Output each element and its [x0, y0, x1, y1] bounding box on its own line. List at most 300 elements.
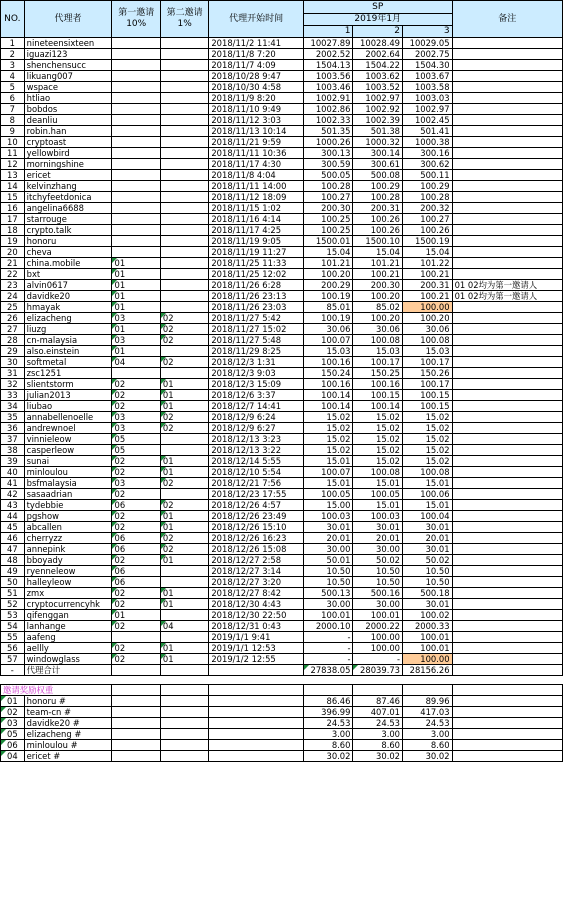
inviter2-code: [160, 49, 208, 60]
row-no: 39: [1, 456, 25, 467]
inviter2-code: 01: [160, 599, 208, 610]
row-no: 4: [1, 71, 25, 82]
cell: [452, 751, 562, 762]
row-no: 41: [1, 478, 25, 489]
start-time: 2018/12/13 3:23: [209, 434, 304, 445]
start-time: 2018/12/3 15:09: [209, 379, 304, 390]
table-row[interactable]: [1, 269, 563, 280]
inviter1-code: 01: [112, 269, 160, 280]
note: [452, 511, 562, 522]
note: [452, 544, 562, 555]
agent-name: cryptoast: [24, 137, 112, 148]
sp-day-3: 1504.30: [403, 60, 453, 71]
table-row[interactable]: [1, 148, 563, 159]
sp-day-3: 100.27: [403, 214, 453, 225]
table-row[interactable]: [1, 291, 563, 302]
note: [452, 93, 562, 104]
start-time: 2018/11/8 4:04: [209, 170, 304, 181]
spacer: [1, 676, 563, 685]
inviter1-code: [112, 38, 160, 49]
table-row[interactable]: [1, 390, 563, 401]
cell: [452, 718, 562, 729]
row-no: 43: [1, 500, 25, 511]
table-row[interactable]: [1, 159, 563, 170]
table-row[interactable]: [1, 137, 563, 148]
sp-day-3: 100.02: [403, 610, 453, 621]
table-row[interactable]: [1, 126, 563, 137]
sp-day-3: 15.03: [403, 346, 453, 357]
note: 01 02均为第一邀请人: [452, 291, 562, 302]
sp-day-2: 50.02: [353, 555, 403, 566]
table-row[interactable]: [1, 533, 563, 544]
weight-day-3: 89.96: [403, 696, 453, 707]
table-row[interactable]: [1, 467, 563, 478]
agent-name: cryptocurrencyhk: [24, 599, 112, 610]
agent-name: vinnieleow: [24, 434, 112, 445]
start-time: 2018/11/21 9:59: [209, 137, 304, 148]
table-row[interactable]: [1, 313, 563, 324]
inviter1-code: 05: [112, 434, 160, 445]
start-time: 2018/11/25 12:02: [209, 269, 304, 280]
inviter1-code: 02: [112, 390, 160, 401]
cell: [209, 665, 304, 676]
row-no: 57: [1, 654, 25, 665]
sp-day-2: 1002.92: [353, 104, 403, 115]
sp-day-1: 15.00: [303, 500, 353, 511]
note: [452, 357, 562, 368]
agent-name: angelina6688: [24, 203, 112, 214]
weight-day-3: 30.02: [403, 751, 453, 762]
table-row[interactable]: [1, 577, 563, 588]
sp-day-2: 2000.22: [353, 621, 403, 632]
weight-day-3: 3.00: [403, 729, 453, 740]
note: [452, 379, 562, 390]
sp-day-2: 500.16: [353, 588, 403, 599]
header-inviter1: [112, 1, 160, 38]
inviter2-code: 02: [160, 544, 208, 555]
row-no: 40: [1, 467, 25, 478]
inviter1-code: 01: [112, 346, 160, 357]
sp-day-1: 100.25: [303, 214, 353, 225]
invite-row[interactable]: [1, 718, 563, 729]
table-row[interactable]: [1, 71, 563, 82]
agent-name: zmx: [24, 588, 112, 599]
cell: [353, 685, 403, 696]
table-row[interactable]: [1, 181, 563, 192]
table-row[interactable]: [1, 489, 563, 500]
invite-row[interactable]: [1, 751, 563, 762]
inviter1-code: [112, 203, 160, 214]
sp-day-1: -: [303, 643, 353, 654]
sp-day-1: 10.50: [303, 566, 353, 577]
note: [452, 148, 562, 159]
cell: [160, 665, 208, 676]
agent-name: bsfmalaysia: [24, 478, 112, 489]
table-row[interactable]: [1, 49, 563, 60]
note: [452, 456, 562, 467]
sp-day-3: 15.02: [403, 445, 453, 456]
inviter2-code: [160, 225, 208, 236]
note: [452, 192, 562, 203]
row-no: 24: [1, 291, 25, 302]
agent-name: abcallen: [24, 522, 112, 533]
invite-row[interactable]: [1, 740, 563, 751]
row-no: 23: [1, 280, 25, 291]
table-row[interactable]: [1, 478, 563, 489]
sp-day-3: 15.02: [403, 412, 453, 423]
start-time: 2018/12/9 6:24: [209, 412, 304, 423]
note: [452, 368, 562, 379]
agent-name: bboyady: [24, 555, 112, 566]
inviter2-code: [160, 82, 208, 93]
sp-day-1: 15.02: [303, 434, 353, 445]
agent-name: qifenggan: [24, 610, 112, 621]
note: [452, 412, 562, 423]
agent-name: windowglass: [24, 654, 112, 665]
table-row[interactable]: [1, 511, 563, 522]
inviter1-code: 03: [112, 478, 160, 489]
row-no: 47: [1, 544, 25, 555]
sp-day-3: 100.08: [403, 335, 453, 346]
sp-day-1: 1003.56: [303, 71, 353, 82]
cell: [160, 685, 208, 696]
sp-day-2: 501.38: [353, 126, 403, 137]
sp-day-1: 2002.52: [303, 49, 353, 60]
inviter1-code: 01: [112, 610, 160, 621]
inviter2-code: 02: [160, 500, 208, 511]
inviter1-code: [112, 104, 160, 115]
cell: [452, 729, 562, 740]
sp-day-3: 501.41: [403, 126, 453, 137]
table-row[interactable]: [1, 368, 563, 379]
inviter1-code: 06: [112, 533, 160, 544]
start-time: 2018/11/10 9:49: [209, 104, 304, 115]
table-row[interactable]: [1, 60, 563, 71]
agent-name: htliao: [24, 93, 112, 104]
table-row[interactable]: [1, 203, 563, 214]
cell: [209, 740, 304, 751]
sp-day-3: 300.62: [403, 159, 453, 170]
header-inviter1-label: 第一邀请: [118, 8, 155, 18]
row-no: 3: [1, 60, 25, 71]
sp-day-1: 85.01: [303, 302, 353, 313]
inviter1-code: [112, 137, 160, 148]
row-no: 7: [1, 104, 25, 115]
table-row[interactable]: [1, 82, 563, 93]
header-day-3: 3: [403, 26, 453, 38]
table-row[interactable]: [1, 610, 563, 621]
table-row[interactable]: [1, 654, 563, 665]
agent-name: crypto.talk: [24, 225, 112, 236]
table-row[interactable]: [1, 236, 563, 247]
cell: [452, 707, 562, 718]
sp-day-3: 100.26: [403, 225, 453, 236]
inviter-name: ericet #: [24, 751, 112, 762]
start-time: 2018/12/31 0:43: [209, 621, 304, 632]
table-row[interactable]: [1, 104, 563, 115]
inviter1-code: 02: [112, 511, 160, 522]
invite-row[interactable]: [1, 729, 563, 740]
start-time: 2018/11/2 11:41: [209, 38, 304, 49]
cell: [303, 685, 353, 696]
note: [452, 610, 562, 621]
table-row[interactable]: [1, 346, 563, 357]
inviter1-code: 02: [112, 643, 160, 654]
agent-name: bxt: [24, 269, 112, 280]
row-no: 2: [1, 49, 25, 60]
inviter2-code: 02: [160, 313, 208, 324]
table-row[interactable]: [1, 247, 563, 258]
inviter1-code: 01: [112, 302, 160, 313]
row-no: 53: [1, 610, 25, 621]
weight-day-3: 8.60: [403, 740, 453, 751]
row-no: 54: [1, 621, 25, 632]
table-row[interactable]: [1, 280, 563, 291]
row-no: 25: [1, 302, 25, 313]
sp-day-3: 300.16: [403, 148, 453, 159]
sp-day-2: 101.21: [353, 258, 403, 269]
inviter2-code: [160, 38, 208, 49]
table-row[interactable]: [1, 566, 563, 577]
inviter2-code: [160, 170, 208, 181]
inviter1-code: 02: [112, 401, 160, 412]
invite-row[interactable]: [1, 696, 563, 707]
sp-day-1: 15.04: [303, 247, 353, 258]
sp-day-2: 100.05: [353, 489, 403, 500]
inviter1-code: [112, 148, 160, 159]
sp-day-2: 1000.32: [353, 137, 403, 148]
table-row[interactable]: [1, 544, 563, 555]
table-row[interactable]: [1, 335, 563, 346]
sp-day-1: 200.29: [303, 280, 353, 291]
table-row[interactable]: [1, 500, 563, 511]
sp-day-1: 100.16: [303, 357, 353, 368]
note: [452, 126, 562, 137]
inviter2-code: [160, 566, 208, 577]
inviter-id: 02: [1, 707, 25, 718]
inviter1-code: 02: [112, 456, 160, 467]
invite-section-header: [1, 685, 563, 696]
sp-day-1: 101.21: [303, 258, 353, 269]
agent-name: cherryzz: [24, 533, 112, 544]
table-row[interactable]: [1, 170, 563, 181]
note: [452, 522, 562, 533]
sp-day-2: 200.30: [353, 280, 403, 291]
sp-day-1: 1002.91: [303, 93, 353, 104]
row-no: 36: [1, 423, 25, 434]
table-row[interactable]: [1, 93, 563, 104]
note: [452, 71, 562, 82]
sp-day-2: 100.26: [353, 214, 403, 225]
sp-day-1: 500.05: [303, 170, 353, 181]
sp-day-1: 15.02: [303, 423, 353, 434]
sp-day-2: 10028.49: [353, 38, 403, 49]
cell: [112, 740, 160, 751]
row-no: 51: [1, 588, 25, 599]
total-label: 代理合计: [24, 665, 112, 676]
sp-day-3: 100.28: [403, 192, 453, 203]
sp-day-1: 100.16: [303, 379, 353, 390]
weight-day-1: 30.02: [303, 751, 353, 762]
note: [452, 258, 562, 269]
note: [452, 247, 562, 258]
row-no: 52: [1, 599, 25, 610]
spacer-row: [1, 676, 563, 685]
row-no: 26: [1, 313, 25, 324]
header-inviter1-rate: 10%: [126, 19, 147, 29]
table-row[interactable]: [1, 423, 563, 434]
table-row[interactable]: [1, 434, 563, 445]
agent-name: iguazi123: [24, 49, 112, 60]
start-time: 2018/12/7 14:41: [209, 401, 304, 412]
start-time: 2018/11/12 18:09: [209, 192, 304, 203]
start-time: 2018/11/17 4:25: [209, 225, 304, 236]
note: [452, 170, 562, 181]
sp-day-2: 20.01: [353, 533, 403, 544]
sp-day-1: 100.03: [303, 511, 353, 522]
row-no: 50: [1, 577, 25, 588]
table-row[interactable]: [1, 621, 563, 632]
start-time: 2018/11/12 3:03: [209, 115, 304, 126]
agent-name: pgshow: [24, 511, 112, 522]
sp-day-3: 100.01: [403, 643, 453, 654]
inviter2-code: [160, 137, 208, 148]
agent-name: annabellenoelle: [24, 412, 112, 423]
start-time: 2018/11/19 9:05: [209, 236, 304, 247]
sp-day-2: 100.20: [353, 313, 403, 324]
table-row[interactable]: [1, 555, 563, 566]
table-row[interactable]: [1, 401, 563, 412]
sp-day-2: 30.01: [353, 522, 403, 533]
agent-name: casperleow: [24, 445, 112, 456]
sp-day-2: 30.06: [353, 324, 403, 335]
note: [452, 335, 562, 346]
header-inviter2-label: 第二邀请: [166, 8, 203, 18]
sp-day-3: 100.21: [403, 291, 453, 302]
inviter-id: 04: [1, 751, 25, 762]
table-row[interactable]: [1, 225, 563, 236]
table-row[interactable]: [1, 324, 563, 335]
inviter2-code: [160, 181, 208, 192]
total-row[interactable]: [1, 665, 563, 676]
header-sp: SP: [303, 1, 452, 14]
header-no: NO.: [1, 1, 25, 38]
sp-day-1: 1500.01: [303, 236, 353, 247]
start-time: 2018/11/25 11:33: [209, 258, 304, 269]
agent-name: halleyleow: [24, 577, 112, 588]
note: [452, 478, 562, 489]
sp-day-3: 150.26: [403, 368, 453, 379]
table-row[interactable]: [1, 214, 563, 225]
sp-day-2: 15.02: [353, 456, 403, 467]
start-time: 2018/12/6 3:37: [209, 390, 304, 401]
header-day-1: 1: [303, 26, 353, 38]
sp-day-1: 15.02: [303, 412, 353, 423]
agent-name: shenchensucc: [24, 60, 112, 71]
sp-day-3: 10.50: [403, 566, 453, 577]
inviter2-code: [160, 126, 208, 137]
table-row[interactable]: [1, 522, 563, 533]
inviter-name: honoru #: [24, 696, 112, 707]
total-day-1: 27838.05: [303, 665, 353, 676]
sp-day-2: 15.02: [353, 423, 403, 434]
note: [452, 632, 562, 643]
table-row[interactable]: [1, 412, 563, 423]
sp-day-1: 100.05: [303, 489, 353, 500]
table-row[interactable]: [1, 115, 563, 126]
table-row[interactable]: [1, 302, 563, 313]
weight-day-2: 407.01: [353, 707, 403, 718]
start-time: 2018/12/27 8:42: [209, 588, 304, 599]
agent-name: julian2013: [24, 390, 112, 401]
note: [452, 346, 562, 357]
sp-day-3: 20.01: [403, 533, 453, 544]
sp-day-2: 100.29: [353, 181, 403, 192]
table-row[interactable]: [1, 258, 563, 269]
sp-day-1: 100.27: [303, 192, 353, 203]
inviter1-code: 01: [112, 324, 160, 335]
inviter2-code: [160, 247, 208, 258]
sp-day-2: 100.16: [353, 379, 403, 390]
inviter1-code: 02: [112, 467, 160, 478]
agent-name: tydebbie: [24, 500, 112, 511]
cell: [112, 685, 160, 696]
sp-day-2: 300.61: [353, 159, 403, 170]
start-time: 2018/11/27 15:02: [209, 324, 304, 335]
table-row[interactable]: [1, 456, 563, 467]
inviter2-code: [160, 346, 208, 357]
sp-day-2: 100.03: [353, 511, 403, 522]
sp-day-2: 15.02: [353, 445, 403, 456]
sp-day-2: 10.50: [353, 577, 403, 588]
start-time: 2018/11/8 7:20: [209, 49, 304, 60]
agent-name: davidke20: [24, 291, 112, 302]
weight-day-2: 8.60: [353, 740, 403, 751]
inviter1-code: [112, 159, 160, 170]
note: [452, 434, 562, 445]
note: [452, 49, 562, 60]
sp-day-3: 100.29: [403, 181, 453, 192]
agent-name: nineteensixteen: [24, 38, 112, 49]
table-row[interactable]: [1, 632, 563, 643]
invite-row[interactable]: [1, 707, 563, 718]
inviter1-code: [112, 192, 160, 203]
table-row[interactable]: [1, 588, 563, 599]
note: [452, 38, 562, 49]
weight-day-3: 417.03: [403, 707, 453, 718]
inviter1-code: 03: [112, 313, 160, 324]
table-row[interactable]: [1, 643, 563, 654]
row-no: 56: [1, 643, 25, 654]
table-row[interactable]: [1, 379, 563, 390]
inviter1-code: [112, 236, 160, 247]
table-row[interactable]: [1, 192, 563, 203]
agent-name: slientstorm: [24, 379, 112, 390]
sp-day-2: 100.28: [353, 192, 403, 203]
table-row[interactable]: [1, 38, 563, 49]
table-row[interactable]: [1, 357, 563, 368]
sp-day-2: -: [353, 654, 403, 665]
header-day-2: 2: [353, 26, 403, 38]
inviter2-code: 02: [160, 357, 208, 368]
agent-name: yellowbird: [24, 148, 112, 159]
inviter2-code: 02: [160, 412, 208, 423]
row-no: 17: [1, 214, 25, 225]
table-row[interactable]: [1, 445, 563, 456]
table-row[interactable]: [1, 599, 563, 610]
header-inviter2: [160, 1, 208, 38]
sp-day-1: 15.01: [303, 478, 353, 489]
